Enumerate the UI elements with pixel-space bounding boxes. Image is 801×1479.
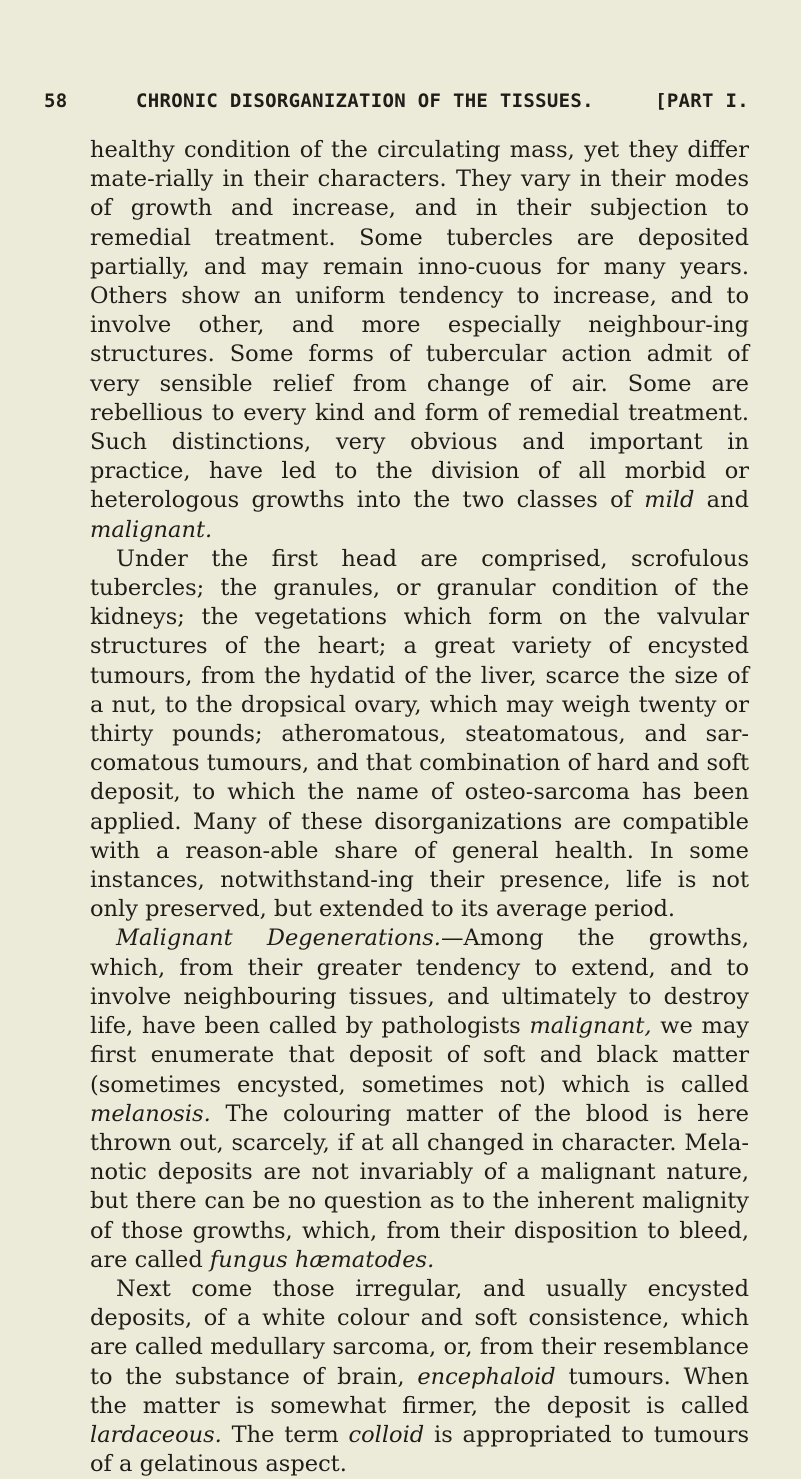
text-run: The colouring matter of the blood is here thrown out, scarcely, if at all changed in character. Mela-notic deposits are not invariably of a malignant nature, but there can be no question as to the inherent malignity of those growths, which, from their disposition to bleed, are called [90,1100,749,1273]
italic-run: lardaceous. [90,1421,222,1448]
part-label: [PART I. [655,90,749,112]
text-run: The term [221,1421,349,1448]
italic-run: encephaloid [417,1363,556,1390]
italic-run: fungus hæmatodes. [209,1246,435,1273]
italic-run: Malignant Degenerations. [116,925,441,952]
paragraph [90,924,749,1274]
italic-run: malignant, [529,1013,652,1040]
italic-run: melanosis. [90,1100,211,1127]
italic-run: malignant. [90,516,213,543]
paragraph [90,545,749,925]
text-run: we may first enumerate that deposit of soft and black matter (sometimes encysted, sometimes not) which is called [90,1013,750,1098]
text-run: Under the first head are comprised, scrofulous tubercles; the granules, or granular condition of the kidneys; the vegetations which form on the valvular structures of the heart; a great variety of encysted tumours, from the hydatid of the liver, scarce the size of a nut, to the dropsical ovary, which may weigh twenty or thirty pounds; atheromatous, steatomatous, and sar-comatous tumours, and that combination of hard and soft deposit, to which the name of osteo-sarcoma has been applied. Many of these disorganizations are compatible with a reason-able share of general health. In some instances, notwithstand-ing their presence, life is not only preserved, but extended to its average period. [90,545,749,923]
body-text [44,136,749,1479]
page-header [44,90,749,112]
text-run: Next come those irregular, and usually encysted deposits, of a white colour and soft consistence, which are called medullary sarcoma, or, from their resemblance to the substance of brain, [90,1275,749,1390]
italic-run: mild [644,487,695,514]
text-run: is appropriated to tumours of a gelatinous aspect. [90,1421,749,1478]
text-run: and [694,487,749,514]
text-run: —Among the growths, which, from their greater tendency to extend, and to involve neighbouring tissues, and ultimately to destroy life, have been called by pathologists [90,925,749,1040]
text-run: tumours. When the matter is somewhat firmer, the deposit is called [90,1363,749,1419]
page-number: 58 [44,90,68,112]
text-run: healthy condition of the circulating mass, yet they differ mate-rially in their characters. They vary in their modes of growth and increase, and in their subjection to remedial treatment. Some tubercles are deposited partially, and may remain inno-cuous for many years. Others show an uniform tendency to increase, and to involve other, and more especially neighbour-ing structures. Some forms of tubercular action admit of very sensible relief from change of air. Some are rebellious to every kind and form of remedial treatment. Such distinctions, very obvious and important in practice, have led to the division of all morbid or heterologous growths into the two classes of [90,137,749,514]
italic-run: colloid [348,1421,425,1448]
paragraph [90,136,749,545]
running-head: CHRONIC DISORGANIZATION OF THE TISSUES. [136,90,594,112]
paragraph [90,1275,749,1479]
